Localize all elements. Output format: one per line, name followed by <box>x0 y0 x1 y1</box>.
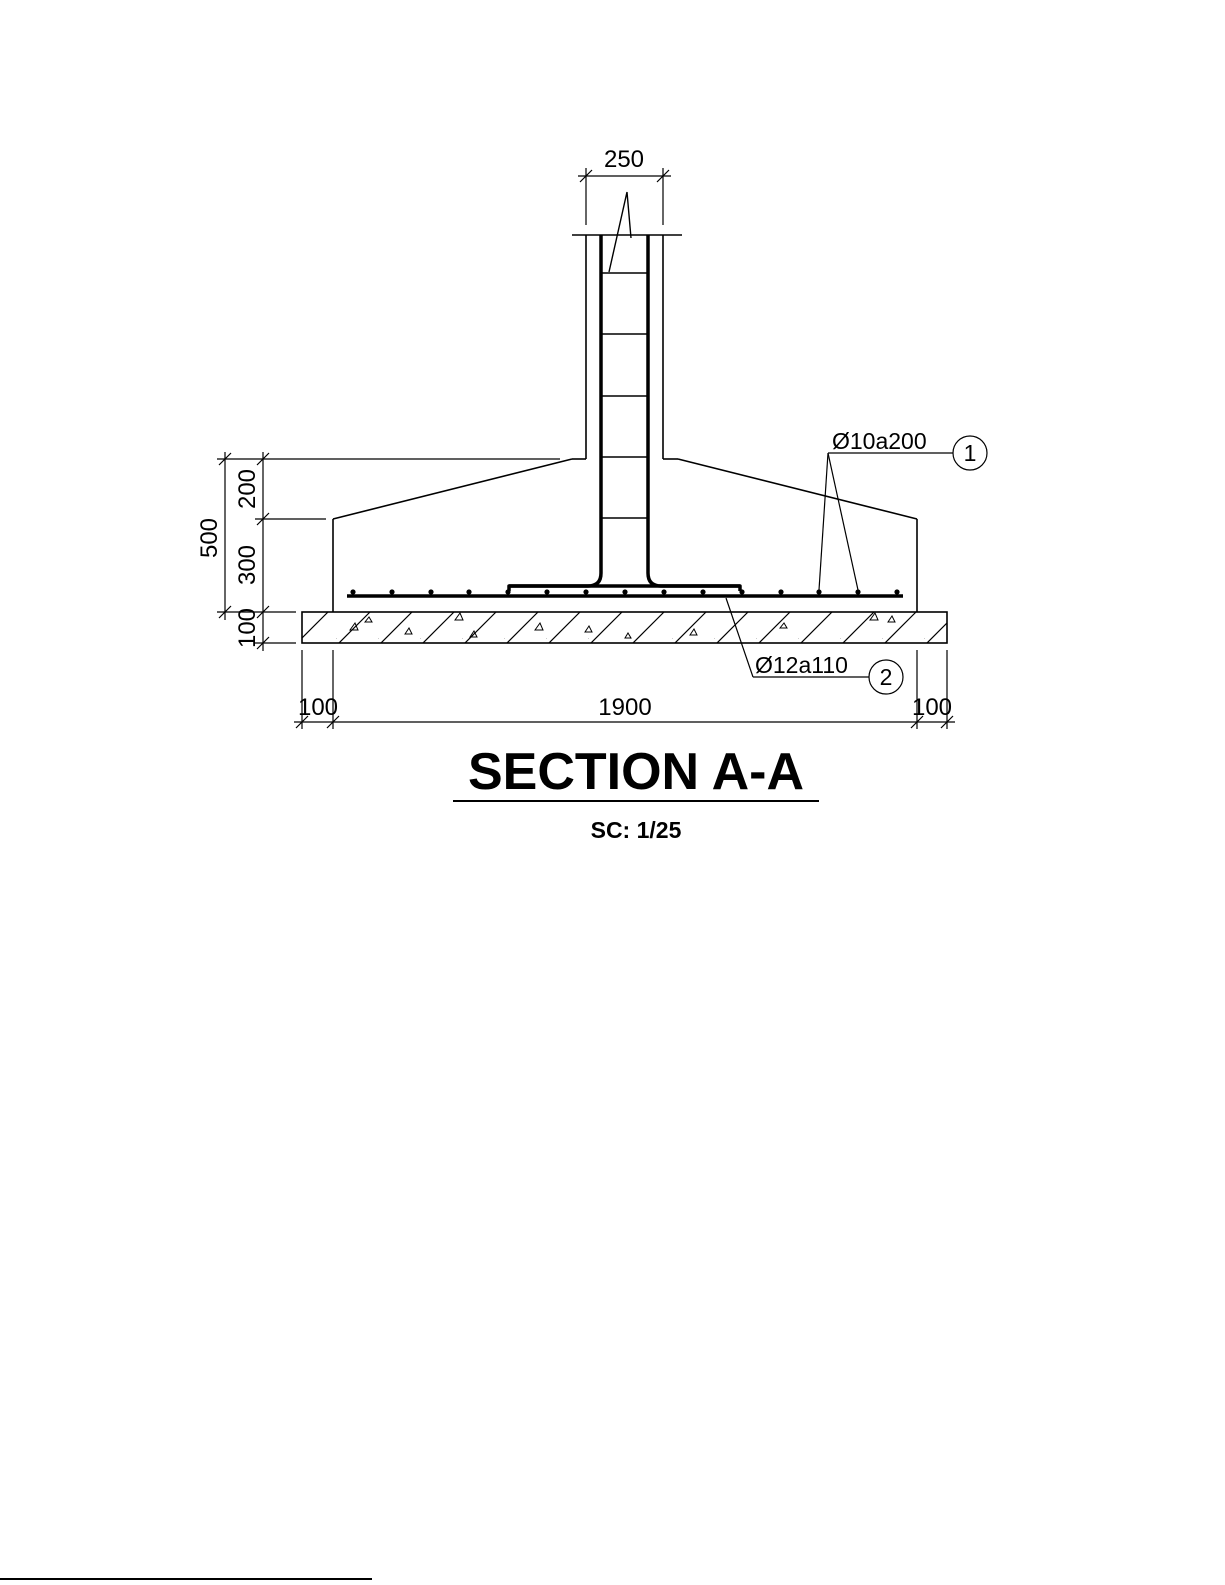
rebar-tag-1-number: 1 <box>963 440 977 466</box>
dimension-lean-concrete-label: 100 <box>234 607 261 649</box>
column-bars <box>509 235 740 591</box>
dimension-slope-height-label: 200 <box>234 468 261 510</box>
dimension-left-offset-label: 100 <box>297 694 339 721</box>
footing-outline <box>333 459 917 612</box>
dimension-right-offset-label: 100 <box>911 694 953 721</box>
section-scale: SC: 1/25 <box>590 817 682 843</box>
dimension-column-width-label: 250 <box>603 146 645 173</box>
dimension-total-height-label: 500 <box>196 517 223 559</box>
rebar-tag-1-label: Ø10a200 <box>832 428 927 454</box>
column-outline <box>572 235 682 459</box>
footer-rule <box>0 1578 372 1580</box>
distribution-bars <box>350 589 899 594</box>
rebar-tag-1-leader <box>819 436 987 590</box>
dimension-footing-width-label: 1900 <box>598 694 652 721</box>
dimension-column-width <box>578 168 671 225</box>
break-line <box>609 192 631 272</box>
rebar-tag-2-number: 2 <box>879 664 893 690</box>
section-title: SECTION A-A <box>467 743 805 801</box>
rebar-tag-2-label: Ø12a110 <box>755 652 848 678</box>
column-stirrups <box>601 273 648 518</box>
dimension-base-height-label: 300 <box>234 544 261 586</box>
